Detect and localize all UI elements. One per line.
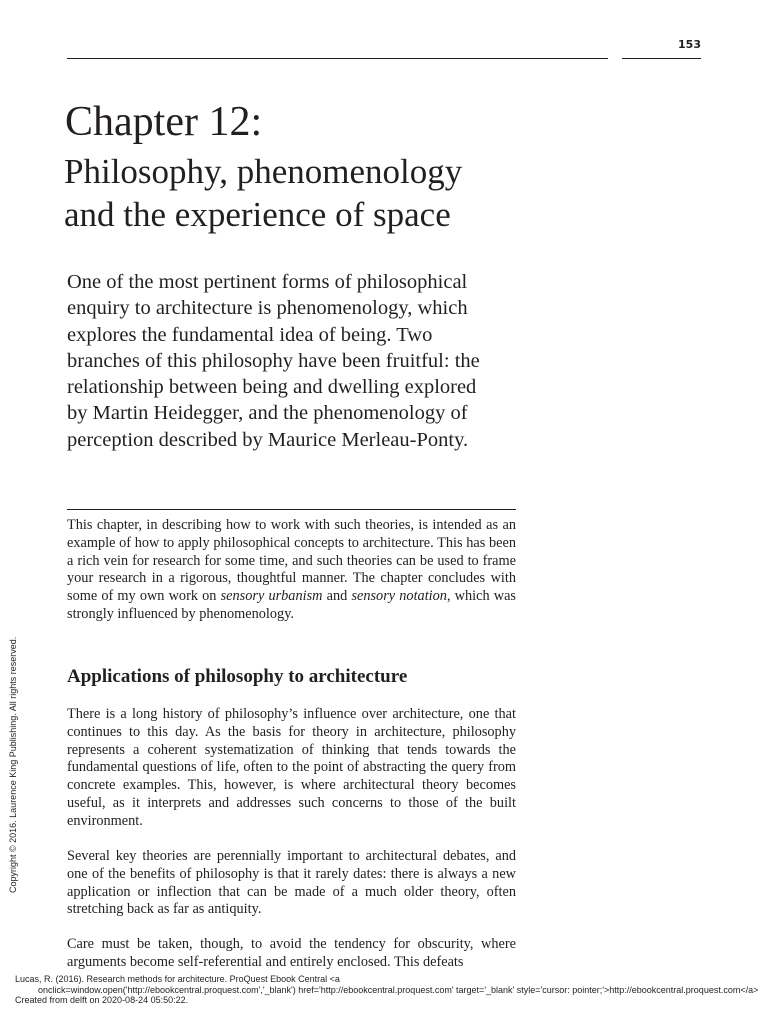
- intro-line: relationship between being and dwelling explored: [67, 376, 477, 399]
- intro-line: enquiry to architecture is phenomenology, which: [67, 297, 468, 320]
- footer-line: Created from delft on 2020-08-24 05:50:22.: [15, 995, 189, 1005]
- chapter-title-line: and the experience of space: [64, 195, 451, 234]
- citation-footer: [15, 974, 768, 1006]
- copyright-notice: Copyright © 2016. Laurence King Publishing. All rights reserved.: [8, 636, 18, 893]
- chapter-title: [64, 150, 534, 236]
- footer-line: Lucas, R. (2016). Research methods for architecture. ProQuest Ebook Central <a: [15, 974, 340, 984]
- chapter-summary: [67, 517, 516, 624]
- summary-text: and: [322, 588, 352, 605]
- body-paragraph: There is a long history of philosophy’s influence over architecture, one that continues to this day. As the basis for theory in architecture, philosophy represents a coherent systematization of thinking that tends towards the fundamental questions of life, often to the point of abstracting the query from concrete examples. This, however, is where architectural theory becomes useful, as it interprets and addresses such concerns to those of the built environment.: [67, 706, 516, 829]
- body-paragraph: Several key theories are perennially important to architectural debates, and one of the benefits of philosophy is that it rarely dates: there is always a new application or inflection that can be made of a much older theory, often stretching back as far as antiquity.: [67, 848, 516, 918]
- intro-line: perception described by Maurice Merleau-Ponty.: [67, 428, 469, 451]
- intro-line: explores the fundamental idea of being. Two: [67, 323, 433, 346]
- intro-line: by Martin Heidegger, and the phenomenology of: [67, 402, 468, 425]
- section-heading: Applications of philosophy to architecture: [67, 666, 408, 687]
- header-rule-right: [622, 58, 701, 59]
- footer-line: onclick=window.open('http://ebookcentral.proquest.com','_blank') href='http://ebookcentral.proquest.com' target='_blank' style='cursor: pointer;'>http://ebookcentral.proquest.com</a>: [38, 984, 759, 995]
- chapter-label: Chapter 12:: [65, 99, 263, 145]
- chapter-title-line: Philosophy, phenomenology: [64, 152, 463, 191]
- intro-line: branches of this philosophy have been fruitful: the: [67, 349, 480, 372]
- summary-text: , which was strongly influenced by phenomenology.: [67, 588, 516, 622]
- body-paragraph: Care must be taken, though, to avoid the tendency for obscurity, where arguments become self-referential and entirely enclosed. This defeats: [67, 936, 516, 970]
- intro-paragraph: [67, 269, 517, 453]
- page-number: 153: [678, 38, 701, 51]
- summary-emphasis: sensory urbanism: [220, 588, 323, 605]
- header-rule-left: [67, 58, 608, 59]
- summary-text: This chapter, in describing how to work with such theories, is intended as an example of how to apply philosophical concepts to architecture. This has been a rich vein for research for some time, and such theories can be used to frame your research in a rigorous, thoughtful manner. The chapter concludes with some of my own work on: [67, 517, 516, 605]
- summary-emphasis: sensory notation: [351, 588, 447, 605]
- intro-divider: [67, 509, 516, 510]
- intro-line: One of the most pertinent forms of philosophical: [67, 271, 468, 293]
